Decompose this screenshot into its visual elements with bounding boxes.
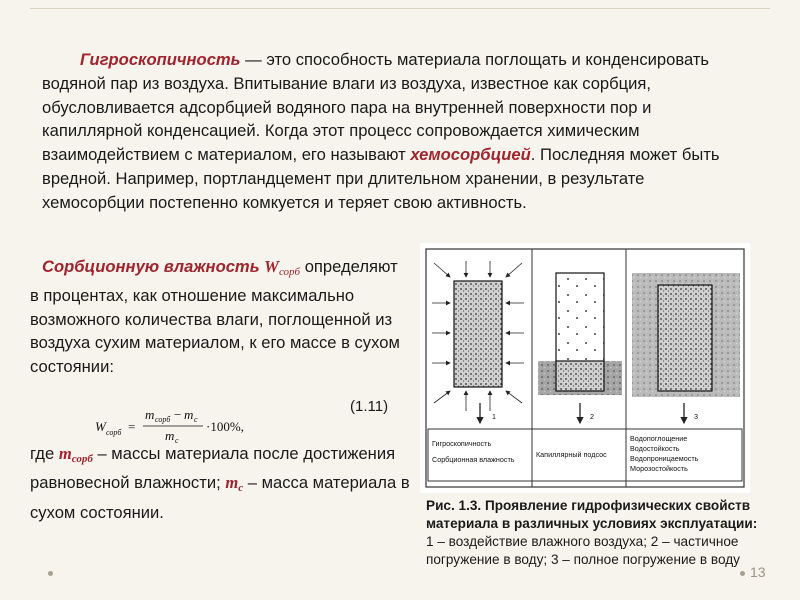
bullet-dot-right <box>740 571 745 576</box>
intro-text-1: — это способность материала поглощать и конденсировать водяной пар из воздуха. Впитывание влаги из воздуха, известное как сорбция, обусловливается адсорбцией водяного пара на внутренней поверхности пор и капиллярной конденсацией. Когда этот процесс сопровождается химическим взаимодействием с материалом, его называют <box>42 50 710 165</box>
sorption-symbol: W <box>264 257 279 276</box>
where-text-2: – масса материала в сухом состоянии. <box>30 473 410 522</box>
caption-rest: 1 – воздействие влажного воздуха; 2 – частичное погружение в воду; 3 – полное погружение в воду <box>426 534 740 567</box>
box3-line-4: Морозостойкость <box>630 464 688 473</box>
sorption-text: определяют в процентах, как отношение максимально возможного количества влаги, поглощенной из воздуха сухим материалом, к его массе в сухом состоянии: <box>30 257 400 376</box>
box3-line-2: Водостойкость <box>630 444 680 453</box>
formula-den-sub: c <box>175 436 179 445</box>
caption-bold: Рис. 1.3. Проявление гидрофизических свойств материала в различных условиях эксплуатации: <box>426 498 758 531</box>
var-m-c: m <box>225 473 239 493</box>
formula-minus: − <box>174 407 182 422</box>
formula-den: m <box>165 428 175 443</box>
formula-lhs-sub: сорб <box>106 428 122 437</box>
panel3-sample <box>658 285 712 391</box>
figure-caption <box>426 497 766 569</box>
intro-text-2: . Последняя может быть вредной. Например, портландцемент при длительном хранении, в результате хемосорбции постепенно комкуется и теряет свою активность. <box>42 145 720 212</box>
formula-num-sub: сорб <box>155 415 171 424</box>
formula-eq: = <box>128 419 136 434</box>
box2-line-1: Капиллярный подсос <box>536 450 607 459</box>
intro-paragraph <box>42 48 732 215</box>
panel2-wet-zone <box>556 361 604 391</box>
panel1-sample <box>454 281 502 387</box>
term-chemisorption: хемосорбцией <box>410 145 531 165</box>
formula-num-sub2: c <box>194 415 198 424</box>
box3-line-1: Водопоглощение <box>630 434 688 443</box>
page-number: 13 <box>750 564 766 580</box>
var-m-sorb: m <box>58 444 72 463</box>
sorption-heading: Сорбционную влажность <box>42 257 260 276</box>
formula-tail: ·100%, <box>206 419 244 434</box>
where-word: где <box>30 444 59 463</box>
sorption-symbol-sub: сорб <box>278 266 301 278</box>
box1-line-2: Сорбционная влажность <box>432 455 515 464</box>
sorption-formula <box>95 406 275 446</box>
panel-full-immersion <box>632 273 740 397</box>
where-explanation <box>30 442 420 524</box>
top-divider <box>30 8 770 9</box>
formula-lhs: W <box>95 419 106 434</box>
label-2: 2 <box>590 412 594 421</box>
var-m-sorb-sub: сорб <box>71 453 93 465</box>
label-3: 3 <box>694 412 698 421</box>
label-1: 1 <box>492 412 496 421</box>
equation-number: (1.11) <box>350 398 389 415</box>
formula-num-m2: m <box>184 407 194 422</box>
bullet-dot-left <box>48 571 53 576</box>
figure-moisture-diagram <box>420 243 750 493</box>
box3-line-3: Водопроницаемость <box>630 454 699 463</box>
sorption-definition <box>30 255 410 378</box>
var-m-c-sub: c <box>238 482 244 495</box>
where-text-1: – массы материала после достижения равновесной влажности; <box>30 444 396 493</box>
box1-line-1: Гигроскопичность <box>432 439 492 448</box>
term-hygroscopicity: Гигроскопичность <box>80 50 241 69</box>
formula-num-m: m <box>145 407 155 422</box>
